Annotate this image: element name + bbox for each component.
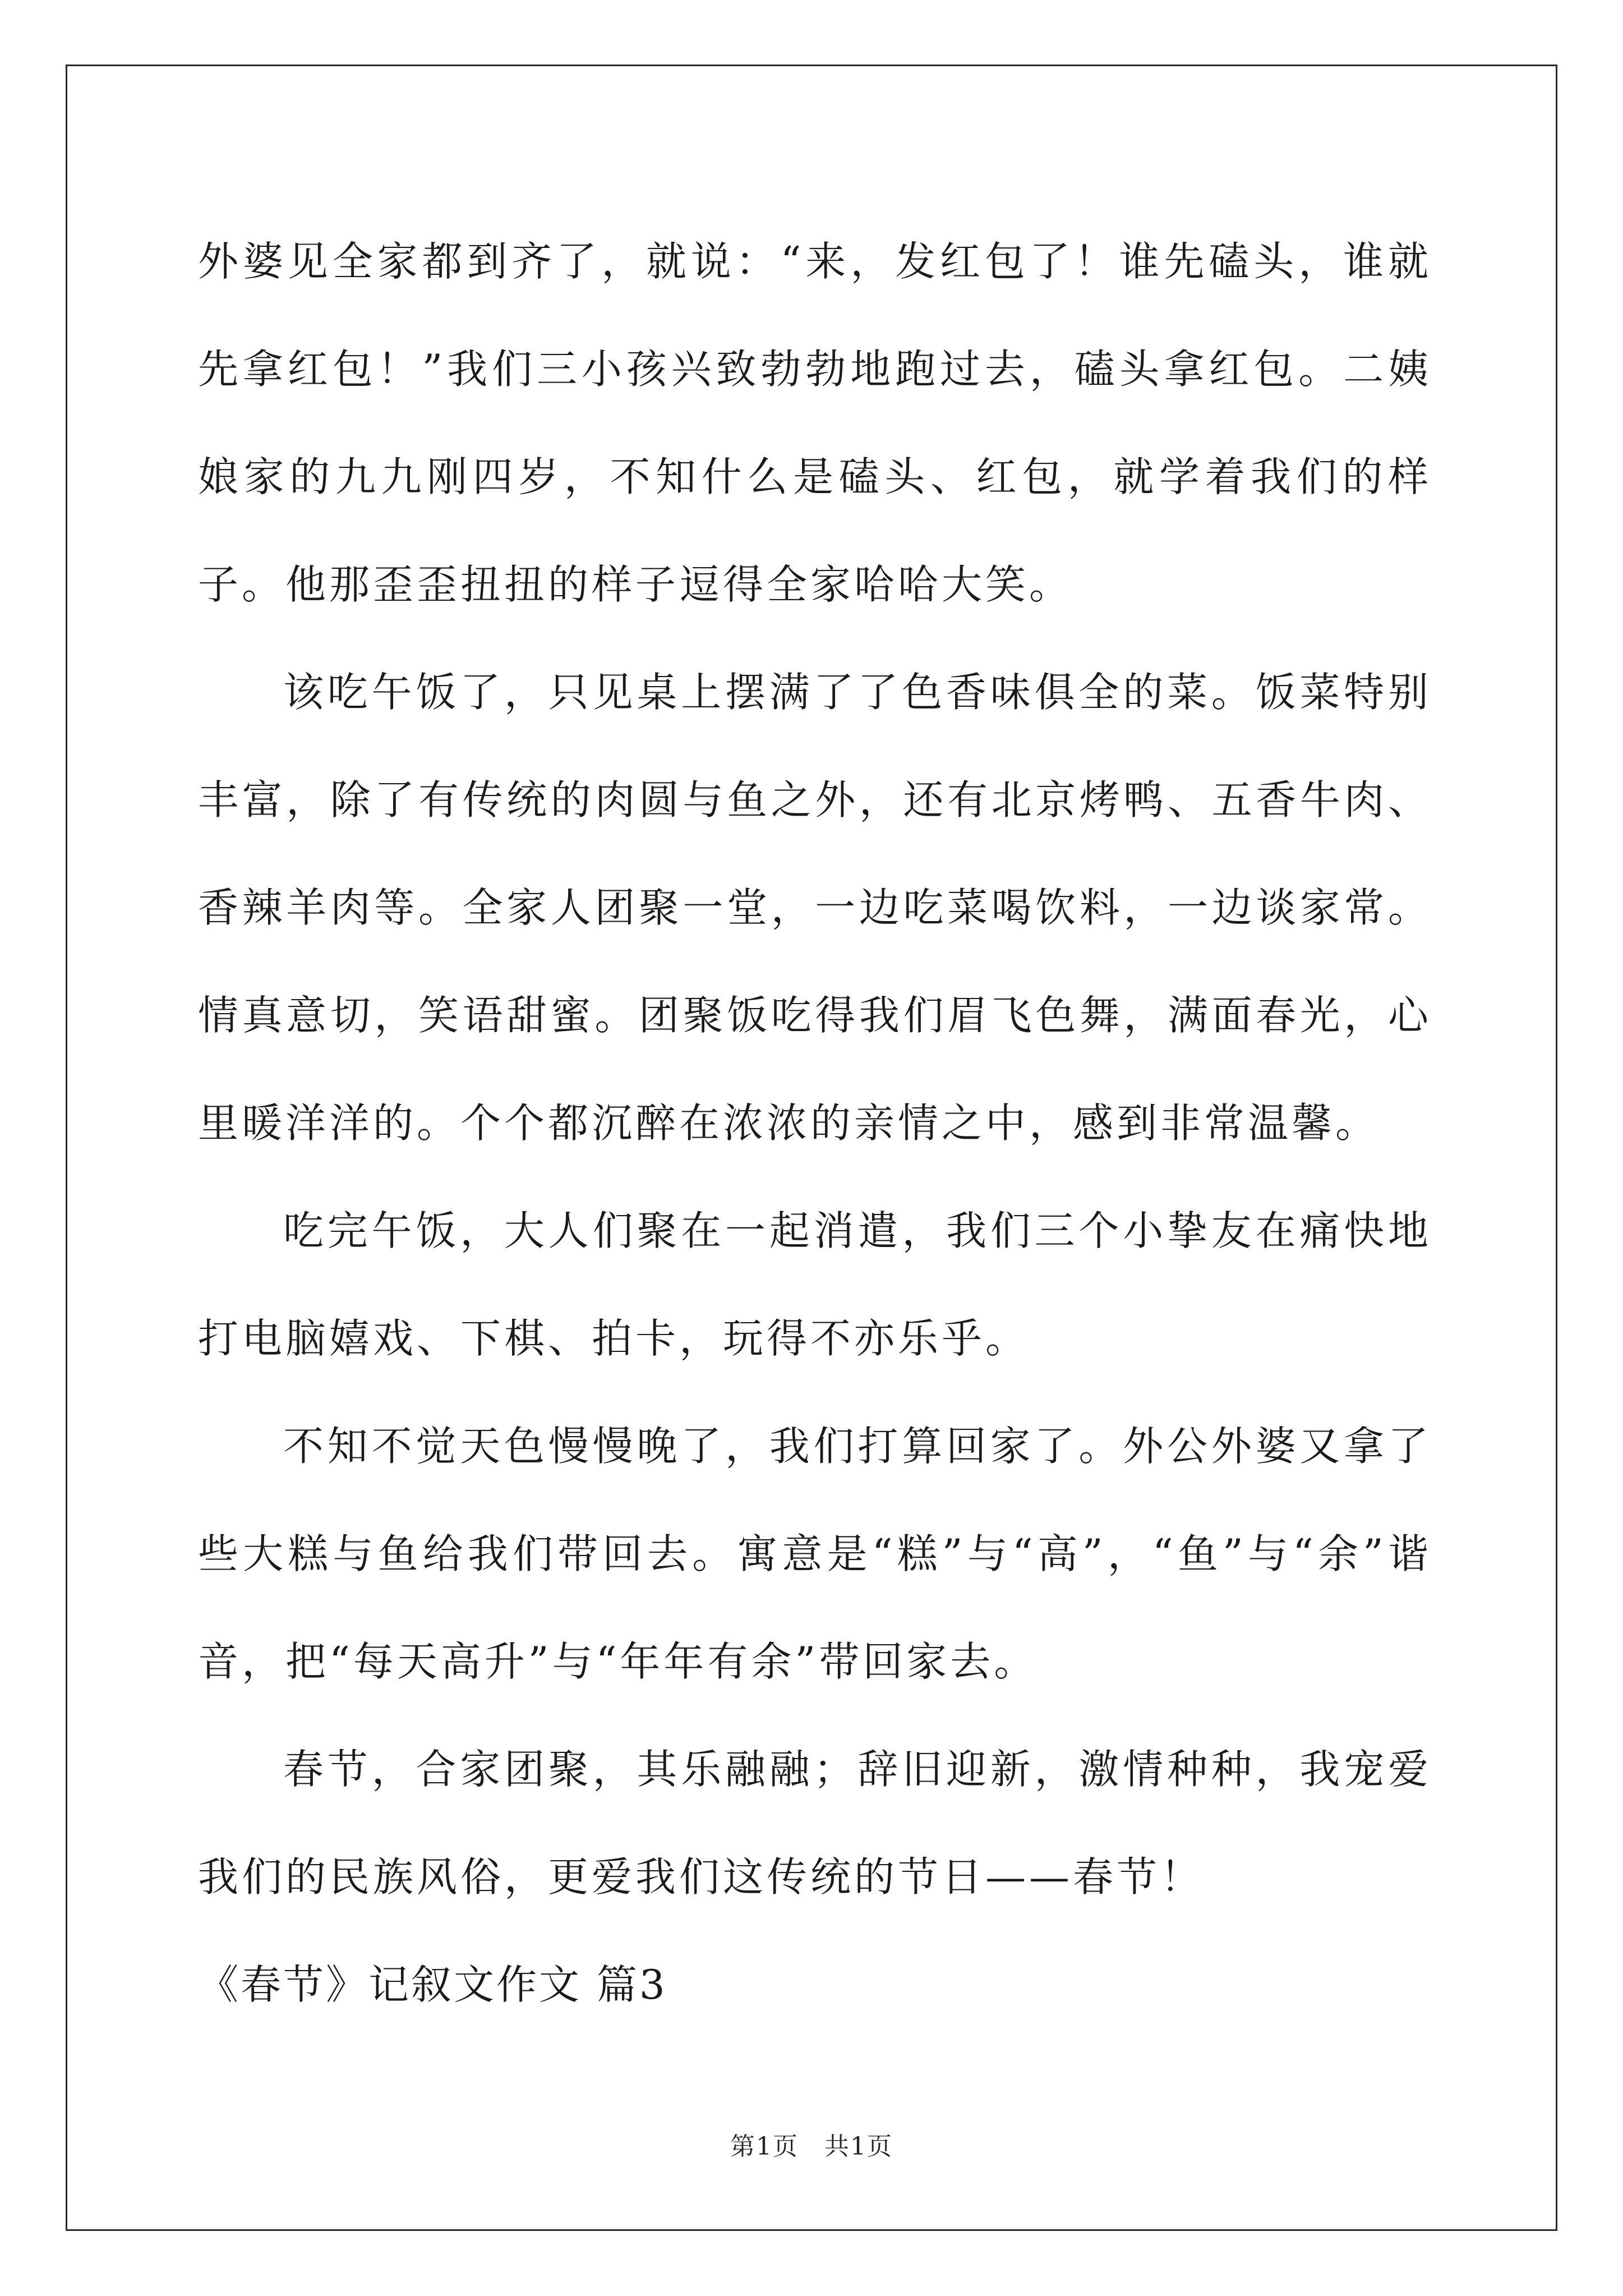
paragraph-2: 该吃午饭了，只见桌上摆满了了色香味俱全的菜。饭菜特别丰富，除了有传统的肉圆与鱼之外，还有北京烤鸭、五香牛肉、香辣羊肉等。全家人团聚一堂，一边吃菜喝饮料，一边谈家常。情真意切，笑语甜蜜。团聚饭吃得我们眉飞色舞，满面春光，心里暖洋洋的。个个都沉醉在浓浓的亲情之中，感到非常温馨。 [198, 669, 1432, 1147]
page-footer: 第1页 共1页 [730, 2132, 893, 2161]
document-body [198, 208, 1432, 2039]
paragraph-5: 春节，合家团聚，其乐融融；辞旧迎新，激情种种，我宠爱我们的民族风俗，更爱我们这传统的节日——春节！ [198, 1746, 1432, 1901]
paragraph-1: 外婆见全家都到齐了，就说：“来，发红包了！谁先磕头，谁就先拿红包！”我们三小孩兴致勃勃地跑过去，磕头拿红包。二姨娘家的九九刚四岁，不知什么是磕头、红包，就学着我们的样子。他那歪歪扭扭的样子逗得全家哈哈大笑。 [198, 238, 1432, 608]
paragraph-4: 不知不觉天色慢慢晚了，我们打算回家了。外公外婆又拿了些大糕与鱼给我们带回去。寓意是“糕”与“高”，“鱼”与“余”谐音，把“每天高升”与“年年有余”带回家去。 [198, 1423, 1432, 1685]
paragraph-3: 吃完午饭，大人们聚在一起消遣，我们三个小挚友在痛快地打电脑嬉戏、下棋、拍卡，玩得不亦乐乎。 [198, 1207, 1432, 1362]
section-title: 《春节》记叙文作文 篇3 [198, 1961, 667, 2008]
